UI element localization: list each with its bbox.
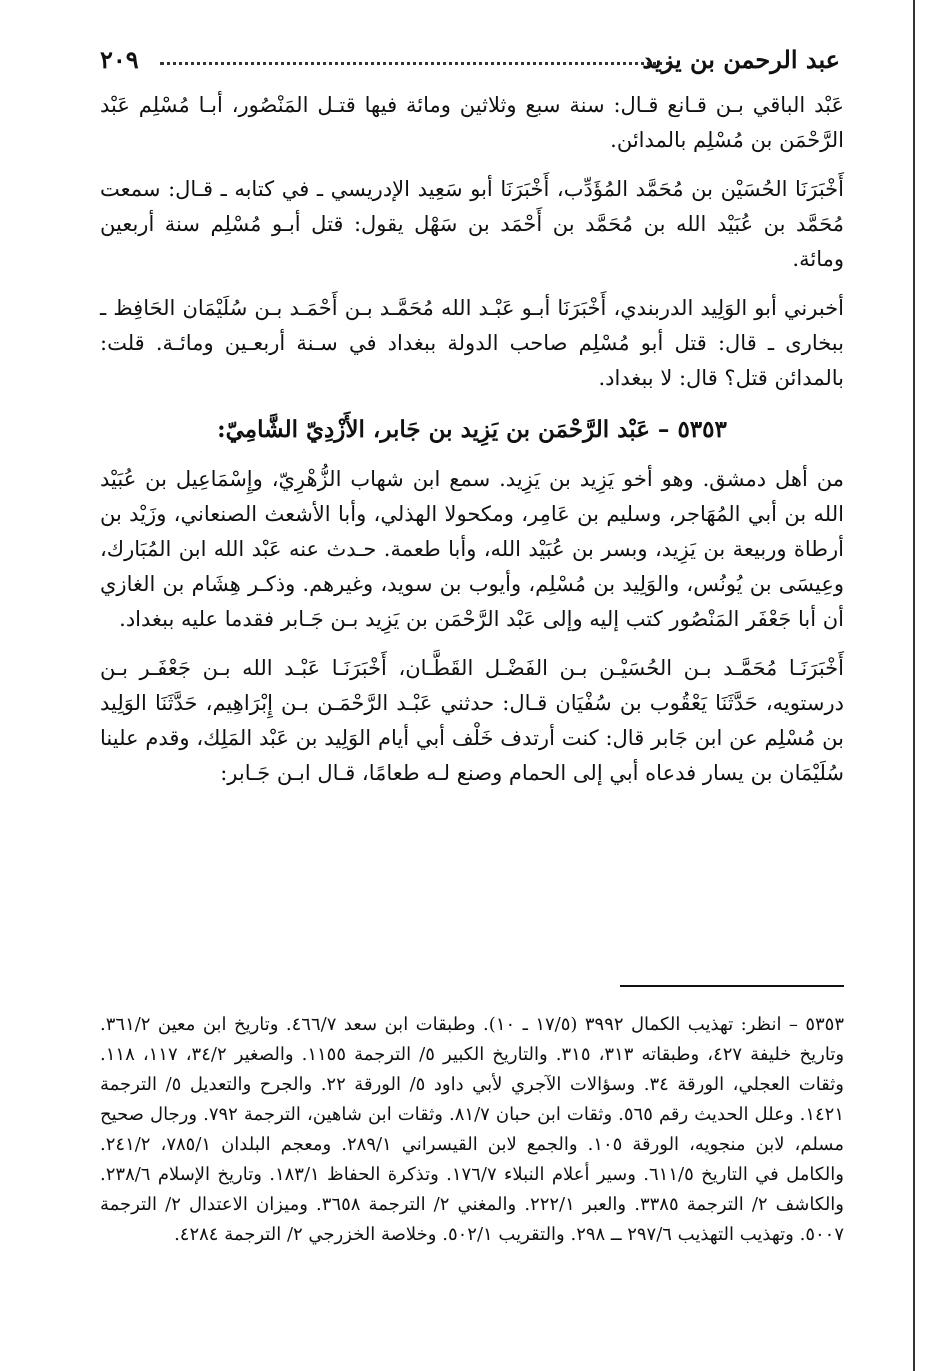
main-text	[100, 88, 844, 805]
paragraph: أَخْبَرَنَـا مُحَمَّـد بـن الحُسَيْـن بـن الفَضْـل القَطَّـان، أَخْبَرَنَـا عَبْـد الله بـن جَعْفَـر بـن درستويه، حَدَّثَنَا يَعْقُوب بن سُفْيَان قـال: حدثني عَبْـد الرَّحْمَـن بـن إِبْرَاهِيم، حَدَّثَنَا الوَلِيد بن مُسْلِم عن ابن جَابر قال: كنت أرتدف خَلْف أبي أيام الوَلِيد بن عَبْد المَلِك، وقدم علينا سُلَيْمَان بن يسار فدعاه أبي إلى الحمام وصنع لـه طعامًا، قـال ابـن جَـابر:	[100, 656, 844, 785]
paragraph: أخبرني أبو الوَلِيد الدربندي، أَخْبَرَنَا أبـو عَبْـد الله مُحَمَّـد بـن أَحْمَـد بـن سُلَيْمَان الحَافِظ ـ ببخارى ـ قال: قتل أبو مُسْلِم صاحب الدولة ببغداد في سـنة أربعـين ومائـة. قلت: بالمدائن قتل؟ قال: لا ببغداد.	[100, 296, 844, 390]
paragraph: عَبْد الباقي بـن قـانع قـال: سنة سبع وثلاثين ومائة فيها قتـل المَنْصُور، أبـا مُسْلِم عَبْد الرَّحْمَن بن مُسْلِم بالمدائن.	[100, 93, 844, 152]
running-title: عبد الرحمن بن يزيد	[642, 45, 840, 74]
page-edge-line	[913, 0, 915, 1371]
paragraph: أَخْبَرَنَا الحُسَيْن بن مُحَمَّد المُؤَدِّب، أَخْبَرَنَا أبو سَعِيد الإدريسي ـ في كتابه ـ قـال: سمعت مُحَمَّد بن عُبَيْد الله بن مُحَمَّد بن أَحْمَد بن سَهْل يقول: قتل أبـو مُسْلِم سنة أربعين ومائة.	[100, 177, 844, 271]
header-dot-leader	[160, 62, 670, 65]
entry-title: ٥٣٥٣ – عَبْد الرَّحْمَن بن يَزِيد بن جَابر، الأَزْدِيّ الشَّامِيّ:	[217, 416, 727, 443]
page-number: ٢٠٩	[100, 45, 139, 74]
footnote-separator	[620, 985, 844, 987]
footnote: ٥٣٥٣ – انظر: تهذيب الكمال ٣٩٩٢ (١٧/٥ ـ ١٠). وطبقات ابن سعد ٤٦٦/٧. وتاريخ ابن معين ٣٦١/٢. وتاريخ خليفة ٤٢٧، وطبقاته ٣١٣، ٣١٥. والتاريخ الكبير ٥/ الترجمة ١١٥٥. والصغير ٣٤/٢، ١١٧، ١١٨. وثقات العجلي، الورقة ٣٤. وسؤالات الآجري لأبي داود ٥/ الورقة ٢٢. والجرح والتعديل ٥/ الترجمة ١٤٢١. وعلل الحديث رقم ٥٦٥. وثقات ابن حبان ٨١/٧. وثقات ابن شاهين، الترجمة ٧٩٢. ورجال صحيح مسلم، لابن منجويه، الورقة ١٠٥. والجمع لابن القيسراني ٢٨٩/١. ومعجم البلدان ٧٨٥/١، ٢٤١/٢. والكامل في التاريخ ٦١١/٥. وسير أعلام النبلاء ١٧٦/٧. وتذكرة الحفاظ ١٨٣/١. وتاريخ الإسلام ٢٣٨/٦. والكاشف ٢/ الترجمة ٣٣٨٥. والعبر ٢٢٢/١. والمغني ٢/ الترجمة ٣٦٥٨. وميزان الاعتدال ٢/ الترجمة ٥٠٠٧. وتهذيب التهذيب ٢٩٧/٦ ــ ٢٩٨. والتقريب ٥٠٢/١. وخلاصة الخزرجي ٢/ الترجمة ٤٢٨٤.	[100, 1014, 845, 1245]
running-header	[100, 40, 840, 80]
paragraph: من أهل دمشق. وهو أخو يَزِيد بن يَزِيد. سمع ابن شهاب الزُّهْرِيّ، وإِسْمَاعِيل بن عُبَيْد الله بن أبي المُهَاجر، وسليم بن عَامِر، ومكحولا الهذلي، وأبا الأشعث الصنعاني، وزَيْد بن أرطاة وربيعة بن يَزِيد، وبسر بن عُبَيْد الله، وأبا طعمة. حـدث عنه عَبْد الله ابن المُبَارك، وعِيسَى بن يُونُس، والوَلِيد بن مُسْلِم، وأيوب بن سويد، وغيرهم. وذكـر هِشَام بن الغازي أن أبا جَعْفَر المَنْصُور كتب إليه وإلى عَبْد الرَّحْمَن بن يَزِيد بـن جَـابر فقدما عليه ببغداد.	[100, 467, 844, 631]
